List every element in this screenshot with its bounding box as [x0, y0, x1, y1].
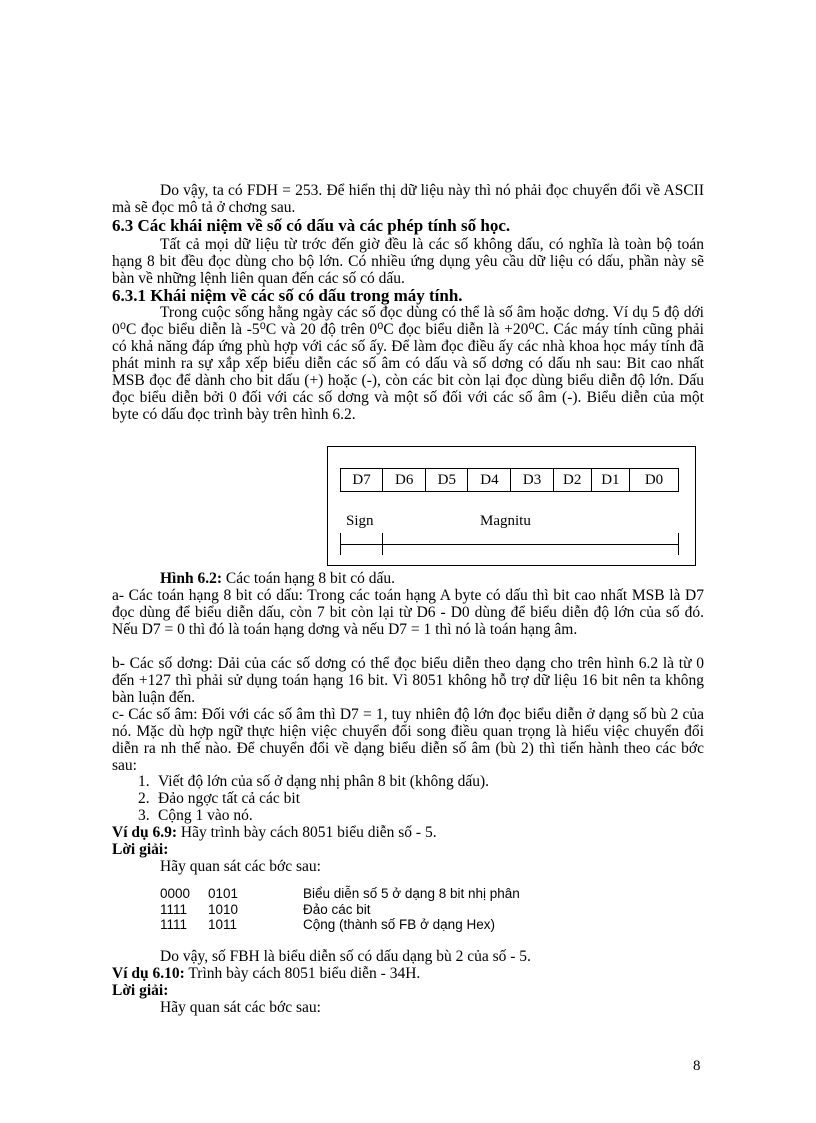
list-text: Cộng 1 vào nó.: [158, 807, 253, 824]
magnitude-label: Magnitu: [480, 513, 531, 529]
binary-high-nibble: 1111: [160, 917, 188, 932]
list-number: 1.: [138, 773, 150, 790]
binary-low-nibble: 0101: [208, 886, 239, 901]
list-text: Viết độ lớn của số ở dạng nhị phân 8 bit (không dấu).: [158, 773, 490, 790]
example-text: Trình bày cách 8051 biểu diễn - 34H.: [184, 965, 421, 982]
magnitude-bracket-right: [678, 533, 679, 555]
item-a-signed-operands: a- Các toán hạng 8 bit có dấu: Trong các toán hạng A byte có dấu thì bit cao nhất MSB là D7 đọc dùng để biểu diễn dấu, còn 7 bit còn lại từ D6 - D0 dùng để biểu diễn độ lớn của số đó. Nếu D7 = 0 thì đó là toán hạng dơng và nếu D7 = 1 thì nó là toán hạng âm.: [112, 587, 704, 638]
binary-low-nibble: 1010: [208, 902, 239, 917]
paragraph-signed-concept: Trong cuộc sống hằng ngày các số đọc dùng có thể là số âm hoặc dơng. Ví dụ 5 độ dới 0⁰C đọc biểu diễn là -5⁰C và 20 độ trên 0⁰C đọc biểu diễn là +20⁰C. Các máy tính cũng phải có khả năng đáp ứng phù hợp với các số ấy. Để làm đọc điều ấy các nhà khoa học máy tính đã phát minh ra sự xắp xếp biểu diễn các số âm có dấu và số dơng có dấu nh sau: Bit cao nhất MSB đọc để dành cho bit dấu (+) hoặc (-), còn các bit còn lại đọc dùng biểu diễn độ lớn. Dấu đọc biểu diễn bởi 0 đối với các số dơng và một số đối với các số âm (-). Biểu diễn của một byte có dấu đọc trình bày trên hình 6.2.: [112, 304, 704, 423]
bit-cell: D6: [383, 469, 426, 491]
list-item: [138, 790, 300, 807]
bit-cell: D5: [426, 469, 468, 491]
example-6-9-conclusion: Do vậy, số FBH là biểu diễn số có dấu dạng bù 2 của số - 5.: [160, 948, 531, 965]
binary-low-nibble: 1011: [208, 917, 238, 932]
heading-6-3: 6.3 Các khái niệm về số có dấu và các phép tính số học.: [112, 216, 511, 235]
solution-label: Lời giải:: [112, 982, 169, 999]
binary-high-nibble: 1111: [160, 902, 188, 917]
paragraph-conversion-note: Do vậy, ta có FDH = 253. Để hiển thị dữ liệu này thì nó phải đọc chuyển đổi về ASCII mà sẽ đọc mô tả ở chơng sau.: [112, 182, 704, 216]
bit-cell: D1: [592, 469, 630, 491]
figure-caption: [160, 570, 700, 587]
binary-high-nibble: 0000: [160, 886, 191, 901]
list-number: 3.: [138, 807, 150, 824]
bit-cell: D4: [468, 469, 511, 491]
bit-cell: D2: [554, 469, 592, 491]
solution-intro: Hãy quan sát các bớc sau:: [160, 999, 321, 1016]
list-item: [138, 807, 253, 824]
bit-cell: D7: [341, 469, 383, 491]
bit-row: [340, 468, 679, 492]
paragraph-unsigned-intro: Tất cả mọi dữ liệu từ trớc đến giờ đều là các số không dấu, có nghĩa là toàn bộ toán hạng 8 bit đều đọc dùng cho bộ lớn. Có nhiều ứng dụng yêu cầu dữ liệu có dấu, phần này sẽ bàn về những lệnh liên quan đến các số có dấu.: [112, 236, 704, 287]
example-label: Ví dụ 6.9:: [112, 824, 178, 841]
item-b-positive-numbers: b- Các số dơng: Dải của các số dơng có thể đọc biểu diễn theo dạng cho trên hình 6.2 là từ 0 đến +127 thì phải sử dụng toán hạng 16 bit. Vì 8051 không hỗ trợ dữ liệu 16 bit nên ta không bàn luận đến.: [112, 655, 704, 706]
example-6-9-title: [112, 824, 704, 841]
list-text: Đảo ngợc tất cả các bit: [158, 790, 301, 807]
bracket-line: [340, 544, 678, 545]
solution-label: Lời giải:: [112, 841, 169, 858]
sign-label: Sign: [346, 513, 374, 529]
caption-text: Các toán hạng 8 bit có dấu.: [222, 570, 396, 587]
caption-label: Hình 6.2:: [160, 570, 223, 587]
bit-cell: D0: [644, 471, 664, 488]
example-text: Hãy trình bày cách 8051 biểu diễn số - 5.: [177, 824, 437, 841]
example-6-10-title: [112, 965, 704, 982]
figure-signed-byte: [327, 446, 696, 566]
solution-intro: Hãy quan sát các bớc sau:: [160, 858, 321, 875]
example-label: Ví dụ 6.10:: [112, 965, 185, 982]
heading-6-3-1: 6.3.1 Khái niệm về các số có dấu trong máy tính.: [112, 286, 463, 305]
binary-note: Cộng (thành số FB ở dạng Hex): [303, 917, 495, 932]
binary-note: Biểu diễn số 5 ở dạng 8 bit nhị phân: [303, 886, 520, 901]
item-c-negative-numbers: c- Các số âm: Đối với các số âm thì D7 = 1, tuy nhiên độ lớn đọc biểu diễn ở dạng số bù 2 của nó. Mặc dù hợp ngữ thực hiện việc chuyển đổi song điều quan trọng là hiểu việc chuyển đổi diễn ra nh thế nào. Để chuyển đổi về dạng biểu diễn số âm (bù 2) thì tiến hành theo các bớc sau:: [112, 706, 704, 774]
page-number: 8: [693, 1058, 701, 1074]
list-number: 2.: [138, 790, 150, 807]
binary-note: Đảo các bit: [303, 902, 371, 917]
bit-cell: D3: [511, 469, 553, 491]
list-item: [138, 773, 489, 790]
